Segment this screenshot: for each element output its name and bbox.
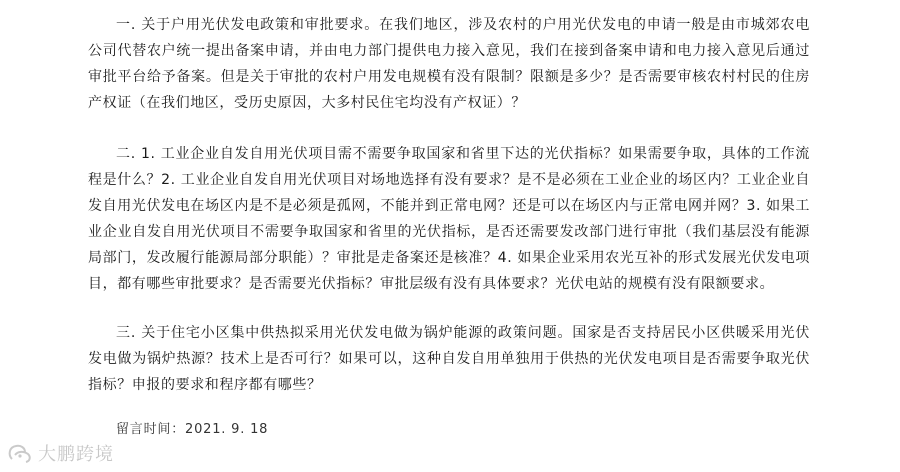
paragraph-2: 二. 1. 工业企业自发自用光伏项目需不需要争取国家和省里下达的光伏指标？如果需要争取，具体的工作流程是什么？2. 工业企业自发自用光伏项目对场地选择有没有要求？是不是必须在工业企业的场区内？工业企业自发自用光伏发电在场区内是不是必须是孤网，不能并到正常电网？还是可以在场区内与正常电网并网？3. 如果工业企业自发自用光伏项目不需要争取国家和省里的光伏指标，是否还需要发改部门进行审批（我们基层没有能源局部门，发改履行能源局部分职能）？审批是走备案还是核准？4. 如果企业采用农光互补的形式发展光伏发电项目，都有哪些审批要求？是否需要光伏指标？审批层级有没有具体要求？光伏电站的规模有没有限额要求。 [88, 146, 810, 292]
watermark [6, 440, 114, 466]
watermark-text: 大鹏跨境 [38, 444, 114, 465]
message-content [88, 12, 810, 442]
logo-icon [6, 441, 34, 465]
message-time: 留言时间：2021. 9. 18 [116, 422, 269, 437]
paragraph-1: 一. 关于户用光伏发电政策和审批要求。在我们地区，涉及农村的户用光伏发电的申请一般是由市城郊农电公司代替农户统一提出备案申请，并由电力部门提供电力接入意见，我们在接到备案申请和电力接入意见后通过审批平台给予备案。但是关于审批的农村户用发电规模有没有限制？限额是多少？是否需要审核农村村民的住房产权证（在我们地区，受历史原因，大多村民住宅均没有产权证）？ [88, 17, 810, 111]
paragraph-3: 三. 关于住宅小区集中供热拟采用光伏发电做为锅炉能源的政策问题。国家是否支持居民小区供暖采用光伏发电做为锅炉热源？技术上是否可行？如果可以，这种自发自用单独用于供热的光伏发电项目是否需要争取光伏指标？申报的要求和程序都有哪些？ [88, 325, 810, 393]
